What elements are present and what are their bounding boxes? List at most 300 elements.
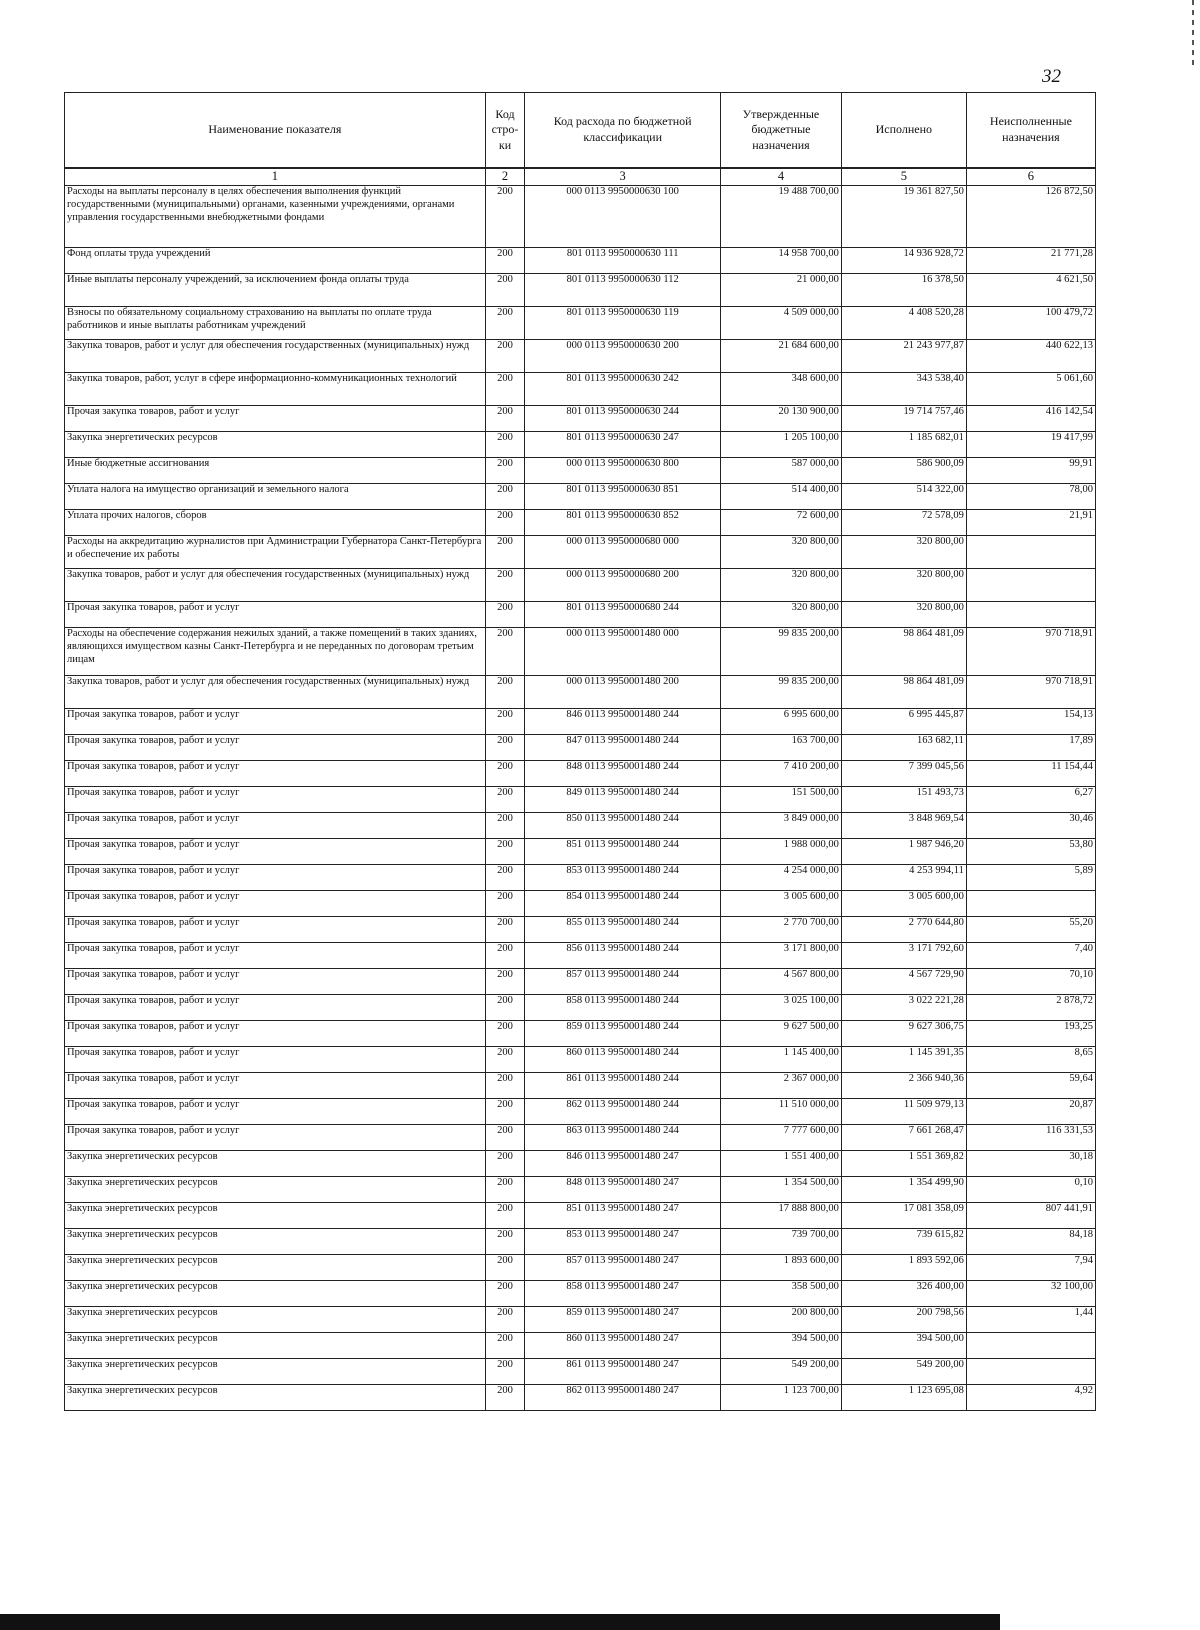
executed-amount-cell: 320 800,00 [841,602,966,628]
budget-code-cell: 853 0113 9950001480 247 [525,1229,721,1255]
budget-code-cell: 000 0113 9950001480 000 [525,628,721,676]
executed-amount-cell: 4 408 520,28 [841,307,966,340]
table-row [65,1359,1096,1385]
executed-amount-cell: 2 770 644,80 [841,917,966,943]
approved-amount-cell: 3 171 800,00 [721,943,842,969]
budget-code-cell: 000 0113 9950000680 000 [525,536,721,569]
indicator-name-cell: Прочая закупка товаров, работ и услуг [65,917,486,943]
budget-code-cell: 860 0113 9950001480 244 [525,1047,721,1073]
table-row [65,458,1096,484]
approved-amount-cell: 1 988 000,00 [721,839,842,865]
approved-amount-cell: 739 700,00 [721,1229,842,1255]
table-row [65,248,1096,274]
indicator-name-cell: Прочая закупка товаров, работ и услуг [65,813,486,839]
executed-amount-cell: 19 361 827,50 [841,186,966,248]
executed-amount-cell: 320 800,00 [841,536,966,569]
indicator-name-cell: Прочая закупка товаров, работ и услуг [65,1125,486,1151]
indicator-name-cell: Прочая закупка товаров, работ и услуг [65,761,486,787]
row-code-cell: 200 [485,1359,525,1385]
executed-amount-cell: 3 848 969,54 [841,813,966,839]
table-row [65,676,1096,709]
approved-amount-cell: 348 600,00 [721,373,842,406]
executed-amount-cell: 4 253 994,11 [841,865,966,891]
executed-amount-cell: 549 200,00 [841,1359,966,1385]
unexecuted-amount-cell: 32 100,00 [966,1281,1095,1307]
unexecuted-amount-cell [966,536,1095,569]
executed-amount-cell: 1 987 946,20 [841,839,966,865]
unexecuted-amount-cell: 1,44 [966,1307,1095,1333]
header-row [65,93,1096,169]
budget-code-cell: 863 0113 9950001480 244 [525,1125,721,1151]
row-code-cell: 200 [485,995,525,1021]
unexecuted-amount-cell: 11 154,44 [966,761,1095,787]
row-code-cell: 200 [485,373,525,406]
approved-amount-cell: 358 500,00 [721,1281,842,1307]
table-row [65,813,1096,839]
unexecuted-amount-cell: 21,91 [966,510,1095,536]
unexecuted-amount-cell: 970 718,91 [966,628,1095,676]
indicator-name-cell: Прочая закупка товаров, работ и услуг [65,1099,486,1125]
row-code-cell: 200 [485,709,525,735]
budget-code-cell: 801 0113 9950000630 247 [525,432,721,458]
executed-amount-cell: 320 800,00 [841,569,966,602]
table-row [65,761,1096,787]
unexecuted-amount-cell: 70,10 [966,969,1095,995]
budget-code-cell: 861 0113 9950001480 244 [525,1073,721,1099]
row-code-cell: 200 [485,458,525,484]
table-row [65,969,1096,995]
page-number: 32 [1042,66,1061,87]
table-row [65,510,1096,536]
row-code-cell: 200 [485,602,525,628]
executed-amount-cell: 1 354 499,90 [841,1177,966,1203]
approved-amount-cell: 1 123 700,00 [721,1385,842,1411]
unexecuted-amount-cell: 116 331,53 [966,1125,1095,1151]
executed-amount-cell: 17 081 358,09 [841,1203,966,1229]
budget-code-cell: 847 0113 9950001480 244 [525,735,721,761]
approved-amount-cell: 1 551 400,00 [721,1151,842,1177]
table-row [65,709,1096,735]
budget-code-cell: 000 0113 9950000680 200 [525,569,721,602]
approved-amount-cell: 7 410 200,00 [721,761,842,787]
unexecuted-amount-cell [966,1333,1095,1359]
table-row [65,628,1096,676]
indicator-name-cell: Закупка энергетических ресурсов [65,1333,486,1359]
approved-amount-cell: 14 958 700,00 [721,248,842,274]
row-code-cell: 200 [485,484,525,510]
approved-amount-cell: 6 995 600,00 [721,709,842,735]
budget-code-cell: 801 0113 9950000630 244 [525,406,721,432]
table-row [65,307,1096,340]
table-row [65,432,1096,458]
approved-amount-cell: 20 130 900,00 [721,406,842,432]
row-code-cell: 200 [485,1281,525,1307]
approved-amount-cell: 320 800,00 [721,536,842,569]
indicator-name-cell: Прочая закупка товаров, работ и услуг [65,602,486,628]
unexecuted-amount-cell: 17,89 [966,735,1095,761]
executed-amount-cell: 16 378,50 [841,274,966,307]
indicator-name-cell: Иные выплаты персоналу учреждений, за исключением фонда оплаты труда [65,274,486,307]
column-number: 4 [721,168,842,186]
approved-amount-cell: 7 777 600,00 [721,1125,842,1151]
approved-amount-cell: 99 835 200,00 [721,676,842,709]
budget-code-cell: 000 0113 9950000630 200 [525,340,721,373]
approved-amount-cell: 21 684 600,00 [721,340,842,373]
row-code-cell: 200 [485,1073,525,1099]
approved-amount-cell: 4 254 000,00 [721,865,842,891]
budget-code-cell: 854 0113 9950001480 244 [525,891,721,917]
executed-amount-cell: 9 627 306,75 [841,1021,966,1047]
approved-amount-cell: 17 888 800,00 [721,1203,842,1229]
budget-code-cell: 853 0113 9950001480 244 [525,865,721,891]
approved-amount-cell: 1 145 400,00 [721,1047,842,1073]
table-row [65,735,1096,761]
unexecuted-amount-cell [966,569,1095,602]
indicator-name-cell: Прочая закупка товаров, работ и услуг [65,787,486,813]
approved-amount-cell: 4 509 000,00 [721,307,842,340]
budget-code-cell: 855 0113 9950001480 244 [525,917,721,943]
unexecuted-amount-cell: 126 872,50 [966,186,1095,248]
indicator-name-cell: Закупка энергетических ресурсов [65,1385,486,1411]
table-row [65,865,1096,891]
unexecuted-amount-cell: 84,18 [966,1229,1095,1255]
executed-amount-cell: 586 900,09 [841,458,966,484]
header-row-code: Код стро-ки [485,93,525,169]
indicator-name-cell: Закупка энергетических ресурсов [65,1177,486,1203]
table-row [65,274,1096,307]
indicator-name-cell: Прочая закупка товаров, работ и услуг [65,995,486,1021]
executed-amount-cell: 1 123 695,08 [841,1385,966,1411]
row-code-cell: 200 [485,839,525,865]
row-code-cell: 200 [485,1151,525,1177]
approved-amount-cell: 163 700,00 [721,735,842,761]
unexecuted-amount-cell: 2 878,72 [966,995,1095,1021]
executed-amount-cell: 1 551 369,82 [841,1151,966,1177]
indicator-name-cell: Прочая закупка товаров, работ и услуг [65,406,486,432]
approved-amount-cell: 2 770 700,00 [721,917,842,943]
row-code-cell: 200 [485,1385,525,1411]
indicator-name-cell: Закупка товаров, работ и услуг для обеспечения государственных (муниципальных) нужд [65,676,486,709]
budget-code-cell: 862 0113 9950001480 247 [525,1385,721,1411]
header-budget-code: Код расхода по бюджетной классификации [525,93,721,169]
indicator-name-cell: Закупка энергетических ресурсов [65,1151,486,1177]
row-code-cell: 200 [485,569,525,602]
budget-code-cell: 846 0113 9950001480 244 [525,709,721,735]
row-code-cell: 200 [485,432,525,458]
executed-amount-cell: 326 400,00 [841,1281,966,1307]
budget-code-cell: 857 0113 9950001480 244 [525,969,721,995]
row-code-cell: 200 [485,1177,525,1203]
row-code-cell: 200 [485,628,525,676]
budget-execution-table [64,92,1096,1411]
unexecuted-amount-cell: 5 061,60 [966,373,1095,406]
budget-code-cell: 000 0113 9950000630 800 [525,458,721,484]
indicator-name-cell: Закупка энергетических ресурсов [65,1255,486,1281]
approved-amount-cell: 4 567 800,00 [721,969,842,995]
budget-code-cell: 848 0113 9950001480 247 [525,1177,721,1203]
approved-amount-cell: 3 025 100,00 [721,995,842,1021]
column-number: 6 [966,168,1095,186]
approved-amount-cell: 1 354 500,00 [721,1177,842,1203]
indicator-name-cell: Закупка энергетических ресурсов [65,432,486,458]
approved-amount-cell: 200 800,00 [721,1307,842,1333]
approved-amount-cell: 151 500,00 [721,787,842,813]
unexecuted-amount-cell: 30,46 [966,813,1095,839]
unexecuted-amount-cell: 59,64 [966,1073,1095,1099]
executed-amount-cell: 3 171 792,60 [841,943,966,969]
header-indicator-name: Наименование показателя [65,93,486,169]
indicator-name-cell: Прочая закупка товаров, работ и услуг [65,1073,486,1099]
unexecuted-amount-cell: 970 718,91 [966,676,1095,709]
executed-amount-cell: 6 995 445,87 [841,709,966,735]
table-body [65,186,1096,1411]
approved-amount-cell: 11 510 000,00 [721,1099,842,1125]
indicator-name-cell: Расходы на обеспечение содержания нежилых зданий, а также помещений в таких зданиях, являющихся имуществом казны Санкт-Петербурга и не переданных по договорам третьим лицам [65,628,486,676]
header-unexecuted: Неисполненные назначения [966,93,1095,169]
approved-amount-cell: 99 835 200,00 [721,628,842,676]
row-code-cell: 200 [485,865,525,891]
unexecuted-amount-cell [966,891,1095,917]
unexecuted-amount-cell: 20,87 [966,1099,1095,1125]
executed-amount-cell: 163 682,11 [841,735,966,761]
budget-code-cell: 848 0113 9950001480 244 [525,761,721,787]
unexecuted-amount-cell: 8,65 [966,1047,1095,1073]
unexecuted-amount-cell: 4 621,50 [966,274,1095,307]
table-row [65,1333,1096,1359]
row-code-cell: 200 [485,813,525,839]
table-row [65,1021,1096,1047]
table-row [65,186,1096,248]
table-row [65,943,1096,969]
approved-amount-cell: 9 627 500,00 [721,1021,842,1047]
row-code-cell: 200 [485,1307,525,1333]
executed-amount-cell: 4 567 729,90 [841,969,966,995]
budget-code-cell: 857 0113 9950001480 247 [525,1255,721,1281]
row-code-cell: 200 [485,917,525,943]
executed-amount-cell: 200 798,56 [841,1307,966,1333]
indicator-name-cell: Закупка энергетических ресурсов [65,1307,486,1333]
indicator-name-cell: Прочая закупка товаров, работ и услуг [65,735,486,761]
budget-code-cell: 858 0113 9950001480 247 [525,1281,721,1307]
budget-code-cell: 849 0113 9950001480 244 [525,787,721,813]
row-code-cell: 200 [485,1203,525,1229]
executed-amount-cell: 1 893 592,06 [841,1255,966,1281]
table-row [65,373,1096,406]
approved-amount-cell: 320 800,00 [721,569,842,602]
executed-amount-cell: 19 714 757,46 [841,406,966,432]
unexecuted-amount-cell: 99,91 [966,458,1095,484]
indicator-name-cell: Закупка энергетических ресурсов [65,1203,486,1229]
row-code-cell: 200 [485,1333,525,1359]
table-row [65,1099,1096,1125]
row-code-cell: 200 [485,676,525,709]
unexecuted-amount-cell: 7,94 [966,1255,1095,1281]
row-code-cell: 200 [485,1255,525,1281]
table-row [65,995,1096,1021]
indicator-name-cell: Закупка товаров, работ, услуг в сфере информационно-коммуникационных технологий [65,373,486,406]
row-code-cell: 200 [485,1229,525,1255]
table-row [65,1385,1096,1411]
table-row [65,787,1096,813]
table-row [65,839,1096,865]
row-code-cell: 200 [485,307,525,340]
indicator-name-cell: Прочая закупка товаров, работ и услуг [65,943,486,969]
unexecuted-amount-cell: 21 771,28 [966,248,1095,274]
unexecuted-amount-cell: 5,89 [966,865,1095,891]
scan-edge-mark [1192,0,1194,68]
table-row [65,484,1096,510]
executed-amount-cell: 1 145 391,35 [841,1047,966,1073]
budget-code-cell: 860 0113 9950001480 247 [525,1333,721,1359]
unexecuted-amount-cell: 193,25 [966,1021,1095,1047]
table-row [65,1047,1096,1073]
unexecuted-amount-cell: 154,13 [966,709,1095,735]
approved-amount-cell: 549 200,00 [721,1359,842,1385]
table-row [65,569,1096,602]
column-number: 3 [525,168,721,186]
indicator-name-cell: Уплата налога на имущество организаций и земельного налога [65,484,486,510]
budget-code-cell: 801 0113 9950000630 112 [525,274,721,307]
indicator-name-cell: Закупка товаров, работ и услуг для обеспечения государственных (муниципальных) нужд [65,340,486,373]
executed-amount-cell: 14 936 928,72 [841,248,966,274]
row-code-cell: 200 [485,943,525,969]
table-row [65,891,1096,917]
indicator-name-cell: Расходы на аккредитацию журналистов при Администрации Губернатора Санкт-Петербурга и обеспечение их работы [65,536,486,569]
unexecuted-amount-cell: 0,10 [966,1177,1095,1203]
executed-amount-cell: 3 005 600,00 [841,891,966,917]
table-row [65,1125,1096,1151]
budget-code-cell: 856 0113 9950001480 244 [525,943,721,969]
table-row [65,1229,1096,1255]
executed-amount-cell: 3 022 221,28 [841,995,966,1021]
column-number-row [65,168,1096,186]
table-row [65,1281,1096,1307]
unexecuted-amount-cell: 416 142,54 [966,406,1095,432]
budget-code-cell: 000 0113 9950001480 200 [525,676,721,709]
scan-bottom-bar [0,1614,1000,1630]
budget-code-cell: 859 0113 9950001480 247 [525,1307,721,1333]
executed-amount-cell: 11 509 979,13 [841,1099,966,1125]
row-code-cell: 200 [485,969,525,995]
row-code-cell: 200 [485,1021,525,1047]
row-code-cell: 200 [485,536,525,569]
executed-amount-cell: 2 366 940,36 [841,1073,966,1099]
indicator-name-cell: Прочая закупка товаров, работ и услуг [65,1021,486,1047]
budget-code-cell: 801 0113 9950000630 111 [525,248,721,274]
executed-amount-cell: 394 500,00 [841,1333,966,1359]
row-code-cell: 200 [485,340,525,373]
approved-amount-cell: 1 893 600,00 [721,1255,842,1281]
row-code-cell: 200 [485,735,525,761]
column-number: 1 [65,168,486,186]
indicator-name-cell: Взносы по обязательному социальному страхованию на выплаты по оплате труда работников и иные выплаты работникам учреждений [65,307,486,340]
indicator-name-cell: Закупка энергетических ресурсов [65,1229,486,1255]
budget-code-cell: 801 0113 9950000680 244 [525,602,721,628]
table-row [65,917,1096,943]
budget-code-cell: 000 0113 9950000630 100 [525,186,721,248]
table-row [65,406,1096,432]
approved-amount-cell: 514 400,00 [721,484,842,510]
budget-code-cell: 858 0113 9950001480 244 [525,995,721,1021]
table-row [65,1177,1096,1203]
table-row [65,1203,1096,1229]
row-code-cell: 200 [485,891,525,917]
unexecuted-amount-cell: 7,40 [966,943,1095,969]
budget-code-cell: 859 0113 9950001480 244 [525,1021,721,1047]
budget-code-cell: 861 0113 9950001480 247 [525,1359,721,1385]
approved-amount-cell: 3 849 000,00 [721,813,842,839]
executed-amount-cell: 21 243 977,87 [841,340,966,373]
executed-amount-cell: 1 185 682,01 [841,432,966,458]
approved-amount-cell: 3 005 600,00 [721,891,842,917]
row-code-cell: 200 [485,787,525,813]
table-row [65,1307,1096,1333]
executed-amount-cell: 739 615,82 [841,1229,966,1255]
executed-amount-cell: 98 864 481,09 [841,628,966,676]
executed-amount-cell: 72 578,09 [841,510,966,536]
table-row [65,340,1096,373]
budget-code-cell: 801 0113 9950000630 119 [525,307,721,340]
row-code-cell: 200 [485,1047,525,1073]
approved-amount-cell: 320 800,00 [721,602,842,628]
unexecuted-amount-cell: 807 441,91 [966,1203,1095,1229]
budget-code-cell: 851 0113 9950001480 244 [525,839,721,865]
indicator-name-cell: Фонд оплаты труда учреждений [65,248,486,274]
indicator-name-cell: Закупка товаров, работ и услуг для обеспечения государственных (муниципальных) нужд [65,569,486,602]
unexecuted-amount-cell [966,602,1095,628]
budget-code-cell: 862 0113 9950001480 244 [525,1099,721,1125]
budget-code-cell: 851 0113 9950001480 247 [525,1203,721,1229]
table-row [65,602,1096,628]
table-row [65,1255,1096,1281]
indicator-name-cell: Уплата прочих налогов, сборов [65,510,486,536]
indicator-name-cell: Расходы на выплаты персоналу в целях обеспечения выполнения функций государственными (муниципальными) органами, казенными учреждениями, органами управления государственными внебюджетными фондами [65,186,486,248]
executed-amount-cell: 7 661 268,47 [841,1125,966,1151]
unexecuted-amount-cell [966,1359,1095,1385]
indicator-name-cell: Закупка энергетических ресурсов [65,1281,486,1307]
approved-amount-cell: 394 500,00 [721,1333,842,1359]
unexecuted-amount-cell: 440 622,13 [966,340,1095,373]
budget-code-cell: 846 0113 9950001480 247 [525,1151,721,1177]
row-code-cell: 200 [485,1099,525,1125]
approved-amount-cell: 587 000,00 [721,458,842,484]
row-code-cell: 200 [485,761,525,787]
indicator-name-cell: Иные бюджетные ассигнования [65,458,486,484]
indicator-name-cell: Прочая закупка товаров, работ и услуг [65,891,486,917]
approved-amount-cell: 72 600,00 [721,510,842,536]
row-code-cell: 200 [485,248,525,274]
header-executed: Исполнено [841,93,966,169]
unexecuted-amount-cell: 53,80 [966,839,1095,865]
approved-amount-cell: 21 000,00 [721,274,842,307]
unexecuted-amount-cell: 19 417,99 [966,432,1095,458]
unexecuted-amount-cell: 6,27 [966,787,1095,813]
table-row [65,1151,1096,1177]
executed-amount-cell: 7 399 045,56 [841,761,966,787]
unexecuted-amount-cell: 4,92 [966,1385,1095,1411]
approved-amount-cell: 2 367 000,00 [721,1073,842,1099]
unexecuted-amount-cell: 78,00 [966,484,1095,510]
budget-code-cell: 801 0113 9950000630 852 [525,510,721,536]
unexecuted-amount-cell: 30,18 [966,1151,1095,1177]
indicator-name-cell: Закупка энергетических ресурсов [65,1359,486,1385]
budget-code-cell: 850 0113 9950001480 244 [525,813,721,839]
table-row [65,1073,1096,1099]
header-approved: Утвержденные бюджетные назначения [721,93,842,169]
executed-amount-cell: 98 864 481,09 [841,676,966,709]
indicator-name-cell: Прочая закупка товаров, работ и услуг [65,709,486,735]
executed-amount-cell: 343 538,40 [841,373,966,406]
